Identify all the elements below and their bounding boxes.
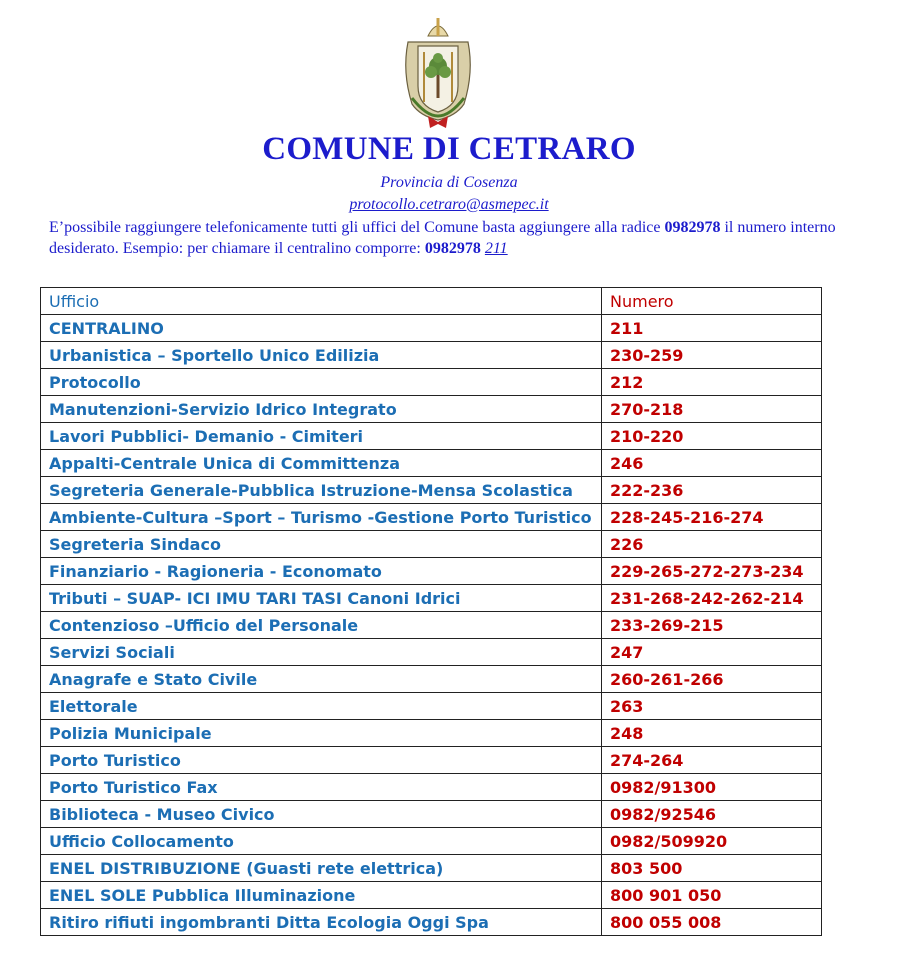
phone-directory-table bbox=[40, 287, 822, 936]
table-row bbox=[41, 477, 822, 504]
phone-number: 226 bbox=[602, 531, 822, 558]
phone-number: 263 bbox=[602, 693, 822, 720]
table-row bbox=[41, 585, 822, 612]
phone-number: 270-218 bbox=[602, 396, 822, 423]
phone-number: 222-236 bbox=[602, 477, 822, 504]
office-name: Porto Turistico bbox=[41, 747, 602, 774]
office-name: Contenzioso –Ufficio del Personale bbox=[41, 612, 602, 639]
office-name: Anagrafe e Stato Civile bbox=[41, 666, 602, 693]
intro-text-1: E’possibile raggiungere telefonicamente tutti gli uffici del Comune basta aggiungere alla radice bbox=[49, 219, 665, 236]
table-row bbox=[41, 639, 822, 666]
table-row bbox=[41, 693, 822, 720]
office-name: Ritiro rifiuti ingombranti Ditta Ecologia Oggi Spa bbox=[41, 909, 602, 936]
phone-number: 0982/92546 bbox=[602, 801, 822, 828]
office-name: ENEL SOLE Pubblica Illuminazione bbox=[41, 882, 602, 909]
header-numero: Numero bbox=[602, 288, 822, 315]
office-name: Elettorale bbox=[41, 693, 602, 720]
table-row bbox=[41, 801, 822, 828]
email-link[interactable]: protocollo.cetraro@asmepec.it bbox=[349, 196, 549, 213]
office-name: Lavori Pubblici- Demanio - Cimiteri bbox=[41, 423, 602, 450]
office-name: Tributi – SUAP- ICI IMU TARI TASI Canoni Idrici bbox=[41, 585, 602, 612]
phone-number: 0982/509920 bbox=[602, 828, 822, 855]
phone-number: 248 bbox=[602, 720, 822, 747]
table-row bbox=[41, 828, 822, 855]
table-row bbox=[41, 747, 822, 774]
phone-number: 247 bbox=[602, 639, 822, 666]
phone-number: 246 bbox=[602, 450, 822, 477]
table-row bbox=[41, 369, 822, 396]
table-row bbox=[41, 855, 822, 882]
phone-number: 233-269-215 bbox=[602, 612, 822, 639]
table-row bbox=[41, 342, 822, 369]
phone-number: 228-245-216-274 bbox=[602, 504, 822, 531]
office-name: Servizi Sociali bbox=[41, 639, 602, 666]
phone-number: 231-268-242-262-214 bbox=[602, 585, 822, 612]
phone-number: 211 bbox=[602, 315, 822, 342]
coat-of-arms-icon bbox=[398, 12, 478, 130]
header-ufficio: Ufficio bbox=[41, 288, 602, 315]
table-row bbox=[41, 612, 822, 639]
intro-text-2: il numero interno desiderato. Esempio: per chiamare il centralino comporre: bbox=[49, 219, 836, 257]
phone-number: 212 bbox=[602, 369, 822, 396]
phone-number: 260-261-266 bbox=[602, 666, 822, 693]
office-name: CENTRALINO bbox=[41, 315, 602, 342]
intro-prefix: 0982978 bbox=[664, 219, 721, 236]
phone-number: 803 500 bbox=[602, 855, 822, 882]
phone-number: 800 055 008 bbox=[602, 909, 822, 936]
table-row bbox=[41, 909, 822, 936]
phone-number: 0982/91300 bbox=[602, 774, 822, 801]
office-name: Porto Turistico Fax bbox=[41, 774, 602, 801]
phone-number: 210-220 bbox=[602, 423, 822, 450]
phone-number: 230-259 bbox=[602, 342, 822, 369]
office-name: Appalti-Centrale Unica di Committenza bbox=[41, 450, 602, 477]
office-name: Finanziario - Ragioneria - Economato bbox=[41, 558, 602, 585]
office-name: Ambiente-Cultura –Sport – Turismo -Gestione Porto Turistico bbox=[41, 504, 602, 531]
office-name: Segreteria Sindaco bbox=[41, 531, 602, 558]
table-row bbox=[41, 315, 822, 342]
phone-number: 229-265-272-273-234 bbox=[602, 558, 822, 585]
office-name: Protocollo bbox=[41, 369, 602, 396]
office-name: Segreteria Generale-Pubblica Istruzione-Mensa Scolastica bbox=[41, 477, 602, 504]
table-row bbox=[41, 396, 822, 423]
example-extension: 211 bbox=[484, 240, 508, 257]
table-header-row bbox=[41, 288, 822, 315]
page-title: COMUNE DI CETRARO bbox=[262, 131, 636, 167]
office-name: Biblioteca - Museo Civico bbox=[41, 801, 602, 828]
table-row bbox=[41, 774, 822, 801]
table-row bbox=[41, 450, 822, 477]
table-row bbox=[41, 531, 822, 558]
example-prefix: 0982978 bbox=[424, 240, 481, 257]
table-row bbox=[41, 558, 822, 585]
table-row bbox=[41, 720, 822, 747]
table-row bbox=[41, 882, 822, 909]
phone-number: 800 901 050 bbox=[602, 882, 822, 909]
intro-paragraph bbox=[49, 217, 861, 259]
office-name: ENEL DISTRIBUZIONE (Guasti rete elettrica) bbox=[41, 855, 602, 882]
page-subtitle: Provincia di Cosenza bbox=[380, 174, 518, 191]
table-row bbox=[41, 504, 822, 531]
office-name: Ufficio Collocamento bbox=[41, 828, 602, 855]
office-name: Polizia Municipale bbox=[41, 720, 602, 747]
phone-number: 274-264 bbox=[602, 747, 822, 774]
office-name: Urbanistica – Sportello Unico Edilizia bbox=[41, 342, 602, 369]
office-name: Manutenzioni-Servizio Idrico Integrato bbox=[41, 396, 602, 423]
table-row bbox=[41, 666, 822, 693]
table-row bbox=[41, 423, 822, 450]
